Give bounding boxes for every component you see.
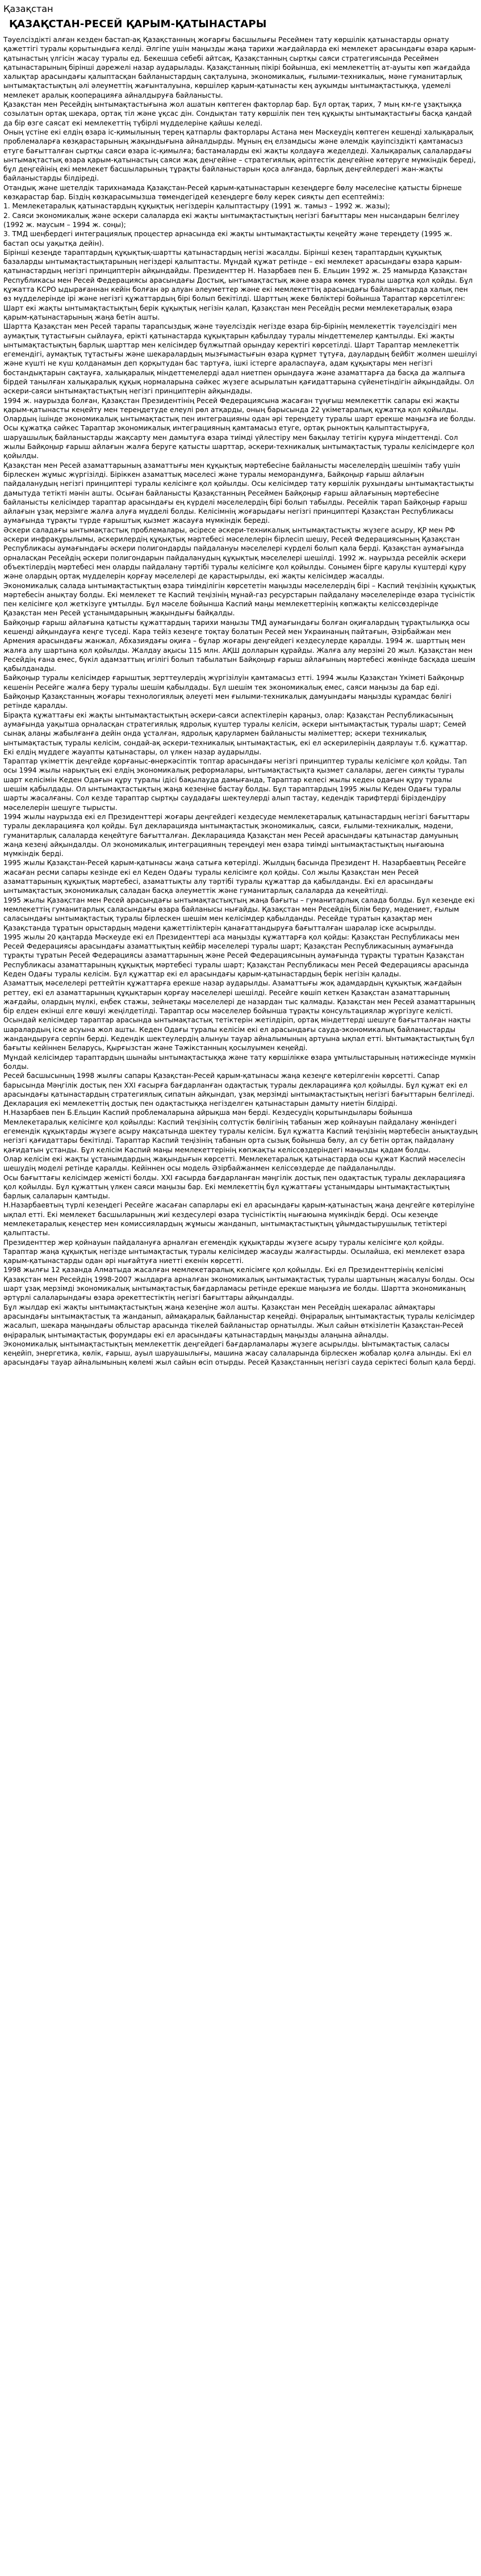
- paragraph: Байқоңыр туралы келісімдер ғарыштық зерттеулердің жүргізілуін қамтамасыз етті. 1994 жылы Қазақстан Үкіметі Байқоңыр кешенін Ресейге жалға беру туралы шешім қабылдады. Бұл шешім тек экономикалық емес, саяси маңызы да бар еді. Байқоңыр Қазақстанның жоғары технологиялық әлеуеті мен ғылыми-техникалық дамуындағы маңызды құрамдас бөлігі ретінде қаралды.: [3, 674, 465, 710]
- paragraph: 3. ТМД шеңбердегі интеграциялық процестер арнасында екі жақты ынтымақтастықты кеңейту және тереңдету (1995 ж. бастап осы уақытқа дейін).: [3, 230, 453, 247]
- breadcrumb[interactable]: Қазақстан: [3, 3, 53, 14]
- paragraph: Н.Назарбаев пен Б.Ельцин Каспий проблемаларына айрықша мән берді. Кездесудің қорытындылары бойынша Мемлекетаралық келісімге қол қойылды: Каспий теңізінің солтүстік бөлігінің табанын жер қойнауын пайдалану жөніндегі егемендік құқықтарды жүзеге асыру мақсатында шектеу туралы келісім. Бұл құжатта Каспий теңізінің мәртебесін анықтаудың негізгі қағидаттары бекітілді. Тараптар Каспий теңізінің табанын орта сызық бойынша бөлу, ал су бетін ортақ пайдалану қағидатын ұстанды. Бұл келісім Каспий маңы мемлекеттерінің көпжақты келіссөздеріндегі маңызды қадам болды.: [3, 1109, 478, 1154]
- paragraph: 1994 жылы наурызда екі ел Президенттері жоғары деңгейдегі кездесуде мемлекетаралық қатынастардың негізгі бағыттары туралы декларацияға қол қойды. Бұл декларацияда ынтымақтастық экономикалық, саяси, ғылыми-техникалық, мәдени, гуманитарлық салаларда кеңейтуге бағытталған. Декларацияда Қазақстан мен Ресей арасындағы қатынастар дамуының жаңа кезеңі айқындалды. Ол экономикалық интеграцияның тереңдеуі мен өзара тиімді ынтымақтастықтың нығаюына мүмкіндік берді.: [3, 812, 470, 858]
- paragraph: 2. Саяси экономикалық және әскери салаларда екі жақты ынтымақтастықтың негізгі бағыттары мен нысандарын белгілеу (1992 ж. маусым – 1994 ж. соңы);: [3, 211, 459, 229]
- paragraph: Тәуелсіздікті алған кезден бастап-ақ Қазақстанның жоғарғы басшылығы Ресеймен тату көршілік қатынастарды орнату қажеттігі туралы қорытындыға келді. Әлгіпе ушін маңызды жаңа тарихи жағдайларда екі мемлекет арасындағы өзара қарым-қатынастың үлгісін жасау туралы ед. Бекешша себебі айтсақ, Қазақстанның сыртқы саяси стратегиясында Ресеймен қатынастарының бірінші дәрежелі назар аударылады. Қазақстанның пікірі бойынша, екі мемлекеттің ат-ауыты көп жағдайда халықтар арасындағы қалыптасқан байланыстардың сақталуына, экономикалық, ғылыми-техникалық, мәне гуманитарлық ынтымақтастықтың әлі әлеуметтің жағынталуына, көршілер қарым-қатынасты кең ауқымды ынтымақтастыққа, үдемелі мемлекет аралық кооперацияға айналдыруға байланысты.: [3, 36, 476, 99]
- paragraph: Экономикалық ынтымақтастықтың мемлекеттік деңгейдегі бағдарламалары жүзеге асырылды. Ынтымақтастық саласы кеңейіп, энергетика, көлік, ғарыш, ауыл шаруашылығы, машина жасау салаларында бірлескен жобалар қолға алынды. Екі ел арасындағы тауар айналымының көлемі жыл сайын өсіп отырды. Ресей Қазақстанның негізгі сауда серіктесі болып қала берді.: [3, 1340, 476, 1367]
- page-title: ҚАЗАҚСТАН-РЕСЕЙ ҚАРЫМ-ҚАТЫНАСТАРЫ: [9, 18, 267, 30]
- paragraph: Қазақстан мен Ресей азаматтарының азаматтығы мен құқықтық мәртебесіне байланысты мәселелердің шешімін табу үшін бірлескен жұмыс жүргізілді. Біріккен азаматтық мәселесі және туралы меморандумға, Байқоңыр ғарыш айлағын пайдаланудың негізгі принциптері туралы келісімге қол қойылды. Осы келісімдер тату көршілік рухындағы ынтымақтастықты дамытуда тетікті мәнін ашты. Осыған байланысты Қазақстанның Ресеймен Байқоңыр ғарыш айлағының мәртебесіне байланысты келісімдер тараптар арасындағы ең күрделі мәселелердің бірі болып табылды. Ресейлік тарап Байқоңыр ғарыш айлағын ұзақ мерзімге жалға алуға мүдделі болды. Келісімнің жоғарыдағы негізгі принциптері Қазақстан Республикасы аумағында тұрақты түрде ғарыштық қызмет жасауға мүмкіндік береді.: [3, 461, 474, 525]
- paragraph: Азаматтық мәселелері реттейтін құжаттарға ерекше назар аударылды. Азаматтығы жоқ адамдардың құқықтық жағдайын реттеу, екі ел азаматтарының құқықтарын қорғау мәселелері шешілді. Ресейге көшіп кеткен Қазақстан азаматтарының жағдайы, олардың мүлкі, еңбек стажы, зейнетақы мәселелері де назардан тыс қалмады. Қазақстан мен Ресей азаматтарының бір елден екінші елге көшуі жеңілдетілді. Тараптар осы мәселелер бойынша тұрақты консультациялар жүргізуге келісті.: [3, 979, 475, 1016]
- paragraph: Мұндай келісімдер тараптардың шынайы ынтымақтастыққа және тату көршілікке өзара ұмтылыстарының нәтижесінде мүмкін болды.: [3, 1053, 476, 1071]
- paragraph: 1994 ж. наурызда болған, Қазақстан Президентінің Ресей Федерациясына жасаған тұңғыш мемлекеттік сапары екі жақты қарым-қатынасты кеңейту мен тереңдетуде елеулі рөл атқарды, оның барысында 22 үкіметаралық құжатқа қол қойылды. Олардың ішінде экономикалық ынтымақтастық пен интеграцияны одан әрі тереңдету туралы шарт ерекше маңызға ие болды. Осы құжатқа сәйкес Тараптар экономикалық интеграцияның қамтамасыз етуге, ортақ рыноктың қалыптастыруға, шаруашылық байланыстарды жақсарту мен дамытуға өзара тиімді үйлестіру мен бақылау тетігін құруға міндеттенді. Сол жылы Байқоңыр ғарыш айлағын жалға беруге қатысты шарттар, әскери-техникалық ынтымақтастық туралы келісімдерге қол қойылды.: [3, 396, 476, 460]
- paragraph: Осы бағыттағы келісімдер жемісті болды. XXI ғасырда бағдарланған мәңгілік достық пен одақтастық туралы декларацияға қол қойылды. Бұл құжаттың үлкен саяси маңызы бар. Екі мемлекеттің бұл құжаттағы ұстанымдары ынтымақтастықтың барлық салаларын қамтыды.: [3, 1173, 466, 1201]
- paragraph: 1998 жылғы 12 қазанда Алматыда жасалған мемлекетаралық келісімге қол қойылды. Екі ел Президенттерінің келісімі Қазақстан мен Ресейдің 1998-2007 жылдарға арналған экономикалық ынтымақтастық туралы шартының жасалуы болды. Осы шарт ұзақ мерзімді экономикалық ынтымақтастық бағдарламасы ретінде ерекше маңызға ие болды. Шартта экономиканың әртүрлі салаларындағы өзара әрекеттестіктің негізгі бағыттары айқындалды.: [3, 1266, 475, 1302]
- paragraph: Отандық және шетелдік тарихнамада Қазақстан-Ресей қарым-қатынастарын кезеңдерге бөлу мәселесіне қатысты бірнеше көзқарастар бар. Біздің көзқарасымызша төмендегідей кезеңдерге бөлу керек сияқты деп есептейміз:: [3, 183, 462, 202]
- paragraph: Бірақта құжаттағы екі жақты ынтымақтастықтың әскери-саяси аспектілерін қараңыз, олар: Қазақстан Республикасының аумағында уақытша орналасқан стратегиялық ядролық күштер туралы келісім, әскери ынтымақтастық туралы шарт; Семей сынақ алаңы жабылғанға дейін онда ұсталған, ядролық қарулармен байланысты мәліметтер; әскери техникалық ынтымақтастық туралы келісім, сондай-ақ әскери-техникалық ынтымақтастық, екі ел әскерилерінің даярлауы т.б. құжаттар. Екі елдің мүддеге жауапты қатынастары, ол үлкен назар аударылды.: [3, 711, 468, 756]
- paragraph: Әскери саладағы ынтымақтастық проблемалары, әсіресе әскери-техникалық ынтымақтастықты жүзеге асыру, ҚР мен РФ әскери инфрақұрылымы, әскерилердің құқықтық мәртебесі мәселелерін бірлесіп шешу, Ресей Федерациясының Қазақстан Республикасы аумағындағы әскери полигондарды пайдалануы мәселелері күрделі болып қала берді. Қазақстан аумағында орналасқан Ресейдің әскери полигондарын пайдаланудың құқықтық мәселелері шешілді. 1992 ж. наурызда ресейлік әскери объектілердің мәртебесі мен оларды пайдалану тәртібі туралы келісімге қол қойылды. Сонымен бірге қарулы күштерді құру және олардың ортақ мүдделерін қорғау мәселелері де қарастырылды, екі жақты келісімдер жасалды.: [3, 526, 466, 581]
- paragraph: Экономикалық салада ынтымақтастықтың өзара тиімділігін көрсететін маңызды мәселелердің бірі – Каспий теңізінің құқықтық мәртебесін анықтау болды. Екі мемлекет те Каспий теңізінің мұнай-газ ресурстарын пайдалану мәселелерінде өзара түсіністік пен келісімге қол жеткізуге ұмтылды. Бұл мәселе бойынша Каспий маңы мемлекеттерінің көпжақты келіссөздерінде Қазақстан мен Ресей ұстанымдарының жақындығы байқалды.: [3, 581, 476, 618]
- paragraph: Тараптар үкіметтік деңгейде қорғаныс-өнеркәсіптік топтар арасындағы негізгі принциптер туралы келісімге қол қойды. Тап осы 1994 жылы нарықтың екі елдің экономикалық реформалары, ынтымақтастықта қызмет салалары, деген сияқты туралы шарт келісімін Кеден Одағын құру туралы ідісі бақылауда дамығанда, Тараптар келесі жылы кеден одағын құру туралы шешім қабылдады. Ол ынтымақтастықтың жаңа кезеңіне бастау болды. Бұл тараптардың 1995 жылы Кеден Одағы туралы шарты жасалғаны. Сол кезде тараптар сыртқы саудадағы шектеулерді алып тастау, кедендік тарифтерді біріздендіру мәселелерін шешуге тырысты.: [3, 757, 467, 812]
- paragraph: Ресей басшысының 1998 жылғы сапары Қазақстан-Ресей қарым-қатынасы жаңа кезеңге көтерілгенін көрсетті. Сапар барысында Мәңгілік достық пен XXI ғасырға бағдарланған одақтастық туралы декларацияға қол қойылды. Бұл құжат екі ел арасындағы қатынастардың стратегиялық сипатын айқындап, ұзақ мерзімді ынтымақтастықтың негізгі бағыттарын белгіледі. Декларация екі мемлекеттің достық пен одақтастыққа негізделген қатынастарын дамыту ниетін білдірді.: [3, 1072, 475, 1108]
- paragraph: Президенттер жер қойнауын пайдалануға арналған егемендік құқықтарды жүзеге асыру туралы келісімге қол қойды. Тараптар жаңа құқықтық негізде ынтымақтастық туралы келісімдер жасауды жалғастырды. Осылайша, екі мемлекет өзара қарым-қатынастарды одан әрі нығайтуға ниетті екенін көрсетті.: [3, 1238, 465, 1265]
- paragraph: Оның үстіне екі елдің өзара іс-қимылының терең қатпарлы факторлары Астана мен Мәскеудің көптеген кешенді халықаралық проблемаларға көзқарастарының жақындығына айналдырды. Мұның ең елзамдысы және әлемдік қауіпсіздікті қамтамасыз етуге бағытталған сыртқы саяси өзара іс-қимылға; бастамаларды екі жақты қолдауға жеделдеді. Халықаралық салалардағы ынтымақтастық өзара қарым-қатынастың саяси жақ деңгейіне – стратегиялық әріптестік деңгейіне көтеруге мүмкіндік береді, бұл деңгейінің екі мемлекет басшыларының тұрақты байланыстарын қоса алғанда, барлық деңгейлердегі жан-жақты байланыстарды білдіреді.: [3, 128, 476, 183]
- paragraph: Н.Назарбаевтың түрлі кезеңдегі Ресейге жасаған сапарлары екі ел арасындағы қарым-қатынастың жаңа деңгейге көтерілуіне ықпал етті. Екі мемлекет басшыларының жиі кездесулері өзара түсіністіктің нығаюына мүмкіндік берді. Осы кезеңде мемлекетаралық кеңестер мен комиссиялардың жұмысы жанданып, ынтымақтастықтың ұйымдастырушылық тетіктері қалыптасты.: [3, 1201, 475, 1237]
- paragraph: Шартта Қазақстан мен Ресей тарапы тарапсыздық және тәуелсіздік негізде өзара бір-бірінің мемлекеттік тәуелсіздігі мен аумақтық тұтастығын сыйлауға, ерікті қатынастарда құқықтарын қабылдау туралы міндеттемелер қамтылды. Екі жақты ынтымақтастықтың барлық шарттар мен келісімдер бұлжытпай орындау керектігі көрсетілді. Шарт Тараптар мемлекеттік егемендігі, аумақтық тұтастығы және шекаралардың мызғымастығын өзара құрмет тұтуға, даулардың бейбіт жолмен шешілуі және күшті не күш қолданамын деп қорқытудан бас тартуға, ішкі істерге араласпауға, адам құқықтары мен негізгі бостандықтарын сақтауға, халықаралық міндеттемелерді адал ниетпен орындауға және азаматтарға да басқа да жалпыға бірдей танылған халықаралық құқық нормаларына сәйкес жүзеге асырылатын қағидаттарына сүйенетіндігін айқындайды. Ол әскери-саяси ынтымақтастықтың негізгі принциптерін айқындады.: [3, 322, 478, 396]
- paragraph: 1995 жылы 20 қаңтарда Мәскеуде екі ел Президенттері аса маңызды құжаттарға қол қойды: Қазақстан Республикасы мен Ресей Федерациясы арасындағы азаматтықтың кейбір мәселелері туралы шарт; Қазақстан Республикасының аумағында тұрақты тұратын Ресей Федерациясы азаматтарының және Ресей Федерациясының аумағында тұрақты тұратын Қазақстан Республикасы азаматтарының құқықтық мәртебесі туралы шарт; Қазақстан Республикасы мен Ресей Федерациясы арасында Кеден Одағы туралы келісім. Бұл құжаттар екі ел арасындағы қарым-қатынастардың берік негізін қалады.: [3, 933, 469, 978]
- paragraph: Бұл жылдар екі жақты ынтымақтастықтың жаңа кезеңіне жол ашты. Қазақстан мен Ресейдің шекаралас аймақтары арасындағы ынтымақтастық та жанданып, аймақаралық байланыстар кеңейді. Өңіраралық ынтымақтастық туралы келісімдер жасалып, шекара маңындағы облыстар арасында тікелей байланыстар орнатылды. Жыл сайын өткізілетін Қазақстан-Ресей өңіраралық ынтымақтастық форумдары екі ел арасындағы қатынастардың маңызды алаңына айналды.: [3, 1303, 475, 1339]
- paragraph: Қазақстан мен Ресейдің ынтымақтастығына жол ашатын көптеген факторлар бар. Бұл ортақ тарих, 7 мың км-ге ұзақтыққа созылатын ортақ шекара, ортақ тіл және ұқсас дін. Сондықтан тату көршілік пен тең құқықты ынтымақтастығы басқа қандай да бір өзге саясат екі мемлекеттің түбірлі мүдделеріне қайшы келеді.: [3, 100, 472, 127]
- paragraph: 1995 жылы Қазақстан-Ресей қарым-қатынасы жаңа сатыға көтерілді. Жылдың басында Президент Н. Назарбаевтың Ресейге жасаған ресми сапары кезінде екі ел Кеден Одағы туралы келісімге қол қойды. Сол жылы Қазақстан мен Ресей азаматтарының құқықтық мәртебесі, азаматтықты алу тәртібі туралы құжаттар да қабылданды. Екі ел арасындағы ынтымақтастық экономикалық саладан басқа әлеуметтік және гуманитарлық салаларда да кеңейтілді.: [3, 859, 466, 895]
- article-body: [3, 35, 478, 1367]
- paragraph: 1. Мемлекетаралық қатынастардың құқықтық негіздерін қалыптастыру (1991 ж. тамыз – 1992 ж. жазы);: [3, 202, 390, 211]
- paragraph: Осындай келісімдер тараптар арасында ынтымақтастық тетіктерін жетілдіріп, ортақ міндеттерді шешуге бағытталған нақты шаралардың іске асуына жол ашты. Кеден Одағы туралы келісім екі ел арасындағы сауда-экономикалық байланыстарды жандандыруға серпін берді. Кедендік шектеулердің алынуы тауар айналымының артуына ықпал етті. Ынтымақтастықтың бұл бағыты кейіннен Беларусь, Қырғызстан және Тәжікстанның қосылуымен кеңейді.: [3, 1016, 475, 1052]
- paragraph: Олар келісім екі жақты ұстанымдардың жақындығын көрсетті. Мемлекетаралық қатынастарда осы құжат Каспий мәселесін шешудің моделі ретінде қаралды. Кейіннен осы модель Әзірбайжанмен келіссөздерде де пайдаланылды.: [3, 1155, 466, 1173]
- paragraph: 1995 жылы Қазақстан мен Ресей арасындағы ынтымақтастықтың жаңа бағыты – гуманитарлық салада болды. Бұл кезеңде екі мемлекеттің гуманитарлық саласындағы өзара байланысы нығайды. Қазақстан мен Ресейдің білім беру, мәдениет, ғылым саласындағы ынтымақтастық туралы бірлескен шешім мен келісімдер қабылданды. Ресейде тұратын қазақтар мен Қазақстанда тұратын орыстардың мәдени қажеттіліктерін қанағаттандыруға бағытталған шаралар іске асырылды.: [3, 896, 475, 932]
- paragraph: Бірінші кезеңде тараптардың құқықтық-шартты қатынастардың негізі жасалды. Бірінші кезең тараптардың құқықтық базаларды ынтымақтастықтарының негіздері қалыптасты. Мұндай құжат ретінде – екі мемлекет арасындағы өзара қарым-қатынастардың негізгі принциптерін айқындайды. Президенттер Н. Назарбаев пен Б. Ельцин 1992 ж. 25 мамырда Қазақстан Республикасы мен Ресей Федерациясы арасындағы Достық, ынтымақтастық және өзара көмек туралы шартқа қол қойды. Бұл құжатта КСРО ыдырағаннан кейін болған әр алуан әлеуметтер және екі мемлекеттің арасындағы байланыстарда халық пен өз мүдделерінде ірі және негізгі құжаттардың бірі болып бекітілді. Шарттың жеке бөліктері бойынша Тараптар көрсетілген: Шарт екі жақты ынтымақтастықтың берік құқықтық негізін қалап, Қазақстан мен Ресейдің ресми мемлекетаралық өзара қарым-қатынастарының жаңа бетін ашты.: [3, 248, 473, 321]
- paragraph: Байқоңыр ғарыш айлағына қатысты құжаттардың тарихи маңызы ТМД аумағындағы болған оқиғалардың тұрақтылыққа осы кешенді айқындауға кеңге түседі. Кара тейіз кезеңге тоқтау болатын Ресей мен Украинаның пайтағын, Әзірбайжан мен Армения арасындағы жанжал, Абхазиядағы оқиға – бұлар жоғары деңгейдегі кездесулерде қаралды. 1994 ж. шарттың мен жалға алу шартына қол қойылды. Жалдау ақысы 115 млн. АҚШ долларын құрайды. Жалға алу мерзімі 20 жыл. Қазақстан мен Ресейдің ғана емес, бүкіл адамзаттың игілігі болып табылатын Байқоңыр ғарыш айлағының мәртебесі жөнінде басқада шешім қабылданады.: [3, 618, 476, 673]
